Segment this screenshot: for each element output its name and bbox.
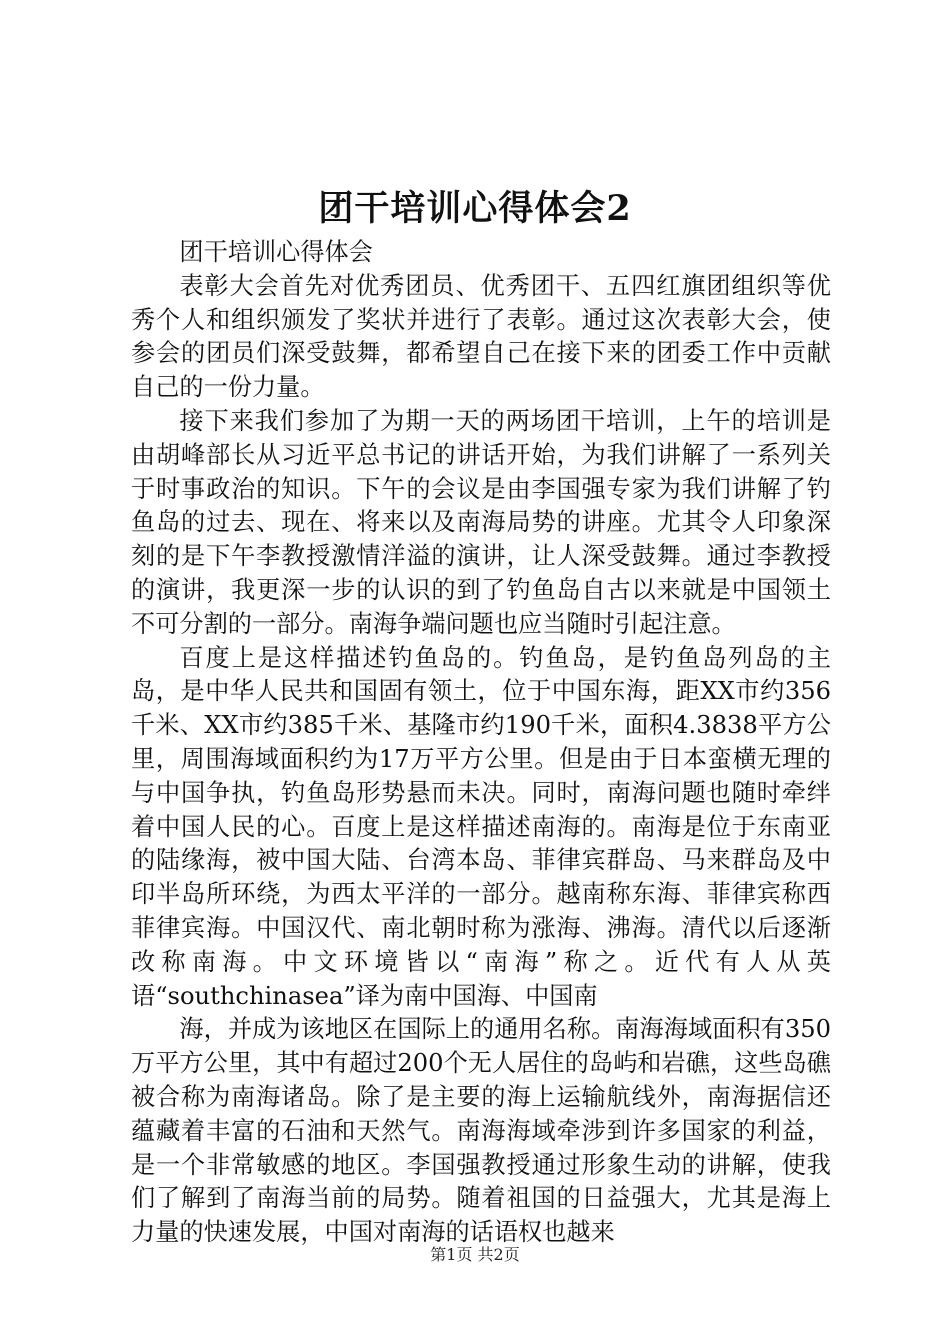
document-body bbox=[131, 236, 831, 1250]
paragraph-heading: 团干培训心得体会 bbox=[179, 238, 373, 266]
page-number-footer: 第1页 共2页 bbox=[430, 1245, 520, 1264]
paragraph: 接下来我们参加了为期一天的两场团干培训，上午的培训是由胡峰部长从习近平总书记的讲话开始，为我们讲解了一系列关于时事政治的知识。下午的会议是由李国强专家为我们讲解了钓鱼岛的过去、现在、将来以及南海局势的讲座。尤其令人印象深刻的是下午李教授激情洋溢的演讲，让人深受鼓舞。通过李教授的演讲，我更深一步的认识的到了钓鱼岛自古以来就是中国领土不可分割的一部分。南海争端问题也应当随时引起注意。 bbox=[131, 406, 831, 638]
document-title: 团干培训心得体会2 bbox=[318, 188, 632, 229]
paragraph: 海，并成为该地区在国际上的通用名称。南海海域面积有350万平方公里，其中有超过200个无人居住的岛屿和岩礁，这些岛礁被合称为南海诸岛。除了是主要的海上运输航线外，南海据信还蕴藏着丰富的石油和天然气。南海海域牵涉到许多国家的利益，是一个非常敏感的地区。李国强教授通过形象生动的讲解，使我们了解到了南海当前的局势。随着祖国的日益强大，尤其是海上力量的快速发展，中国对南海的话语权也越来 bbox=[131, 1015, 831, 1247]
paragraph: 表彰大会首先对优秀团员、优秀团干、五四红旗团组织等优秀个人和组织颁发了奖状并进行了表彰。通过这次表彰大会，使参会的团员们深受鼓舞，都希望自己在接下来的团委工作中贡献自己的一份力量。 bbox=[131, 271, 831, 402]
paragraph: 百度上是这样描述钓鱼岛的。钓鱼岛，是钓鱼岛列岛的主岛，是中华人民共和国固有领土，位于中国东海，距XX市约356千米、XX市约385千米、基隆市约190千米，面积4.3838平方公里，周围海域面积约为17万平方公里。但是由于日本蛮横无理的与中国争执，钓鱼岛形势悬而未决。同时，南海问题也随时牵绊着中国人民的心。百度上是这样描述南海的。南海是位于东南亚的陆缘海，被中国大陆、台湾本岛、菲律宾群岛、马来群岛及中印半岛所环绕，为西太平洋的一部分。越南称东海、菲律宾称西菲律宾海。中国汉代、南北朝时称为涨海、沸海。清代以后逐渐改称南海。中文环境皆以“南海”称之。近代有人从英语“southchinasea”译为南中国海、中国南 bbox=[131, 643, 831, 1010]
